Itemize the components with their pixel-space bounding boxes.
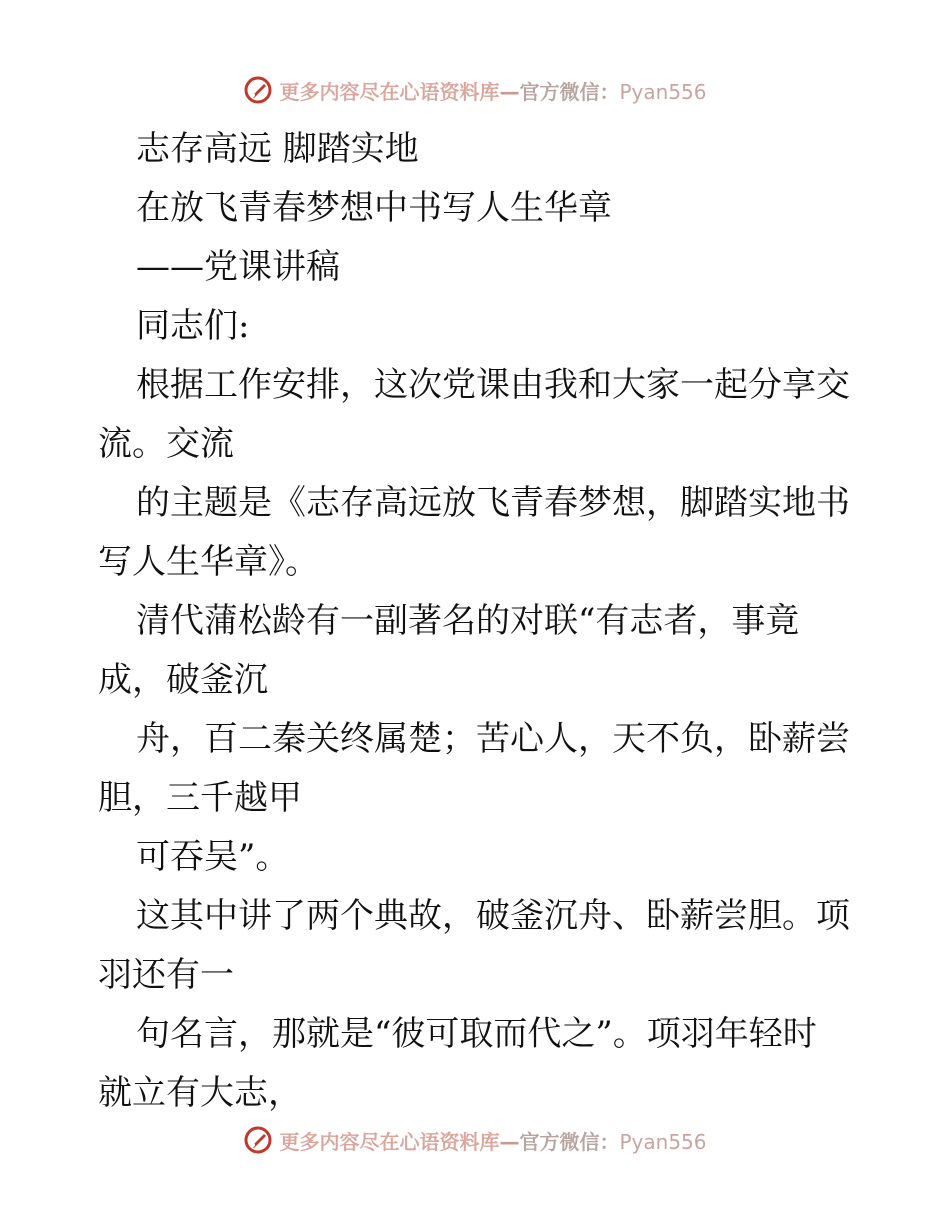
text-line: 流。交流: [98, 424, 234, 464]
text-line: 就立有大志，: [98, 1073, 302, 1113]
text-line: 可吞吴”。: [136, 837, 290, 877]
text-line: 这其中讲了两个典故，破釜沉舟、卧薪尝胆。项: [136, 896, 850, 936]
text-line: ——党课讲稿: [136, 247, 340, 287]
text-line: 的主题是《志存高远放飞青春梦想，脚踏实地书: [136, 483, 850, 523]
pen-logo-icon: [243, 75, 273, 105]
text-line: 羽还有一: [98, 955, 234, 995]
text-line: 根据工作安排，这次党课由我和大家一起分享交: [136, 365, 850, 405]
text-line: 句名言，那就是“彼可取而代之”。项羽年轻时: [136, 1014, 817, 1054]
text-line: 成，破釜沉: [98, 660, 268, 700]
text-line: 清代蒲松龄有一副著名的对联“有志者，事竟: [136, 601, 800, 641]
header-banner: [0, 70, 950, 110]
text-line: 胆，三千越甲: [98, 778, 302, 818]
banner-text: 更多内容尽在心语资料库—官方微信：Pyan556: [279, 1129, 707, 1154]
pen-logo-icon: [243, 1125, 273, 1155]
banner-text: 更多内容尽在心语资料库—官方微信：Pyan556: [279, 79, 707, 104]
text-line: 舟，百二秦关终属楚；苦心人，天不负，卧薪尝: [136, 719, 850, 759]
text-line: 写人生华章》。: [98, 542, 319, 582]
footer-banner: [0, 1120, 950, 1160]
document-body: [98, 120, 858, 1123]
text-line: 志存高远 脚踏实地: [136, 129, 419, 169]
text-line: 在放飞青春梦想中书写人生华章: [136, 188, 612, 228]
text-line: 同志们:: [136, 306, 250, 346]
